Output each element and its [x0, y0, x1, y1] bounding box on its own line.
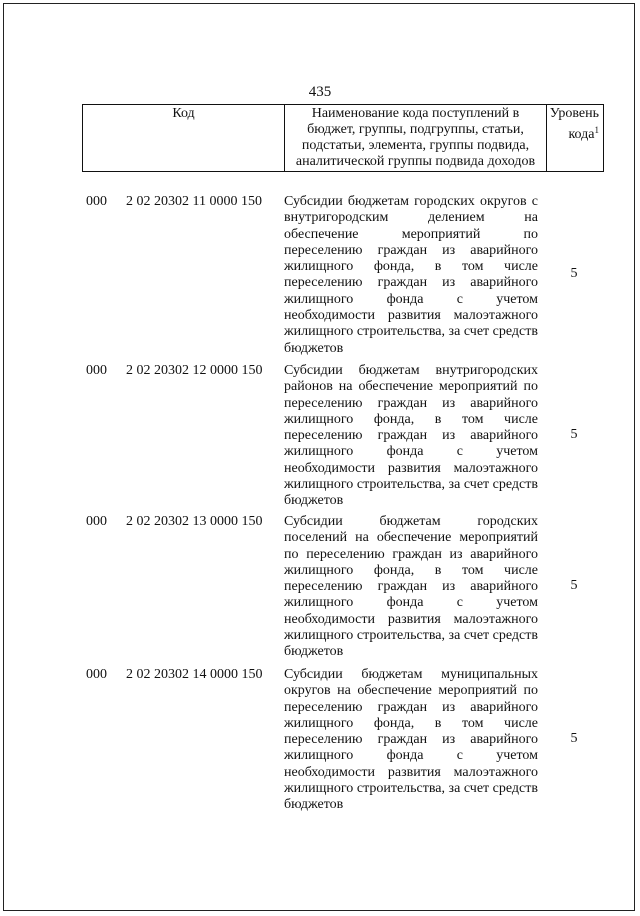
table-header	[82, 104, 604, 172]
income-code: 2 02 20302 12 0000 150	[126, 363, 263, 378]
page-number: 435	[308, 84, 332, 100]
header-level	[547, 105, 604, 172]
admin-code: 000	[86, 194, 107, 209]
income-code: 2 02 20302 13 0000 150	[126, 514, 263, 529]
header-code: Код	[83, 105, 285, 172]
income-code: 2 02 20302 14 0000 150	[126, 667, 263, 682]
admin-code: 000	[86, 514, 107, 529]
income-name: Субсидии бюджетам городских поселений на обеспечение мероприятий по переселению граждан из аварийного жилищного фонда, в том числе переселению граждан из аварийного жилищного фонда с учетом необходимости развития малоэтажного жилищного строительства, за счет средств бюджетов	[284, 514, 538, 660]
income-name: Субсидии бюджетам городских округов с внутригородским делением на обеспечение мероприятий по переселению граждан из аварийного жилищного фонда, в том числе переселению граждан из аварийного жилищного фонда с учетом необходимости развития малоэтажного жилищного строительства, за счет средств бюджетов	[284, 194, 538, 356]
header-level-label: Уровень кода	[549, 106, 599, 142]
code-level: 5	[570, 427, 578, 442]
header-name: Наименование кода поступлений в бюджет, группы, подгруппы, статьи, подстатьи, элемента, группы подвида, аналитической группы подвида доходов	[285, 105, 547, 172]
code-level: 5	[570, 578, 578, 593]
income-code: 2 02 20302 11 0000 150	[126, 194, 262, 209]
admin-code: 000	[86, 363, 107, 378]
income-name: Субсидии бюджетам муниципальных округов на обеспечение мероприятий по переселению граждан из аварийного жилищного фонда, в том числе переселению граждан из аварийного жилищного фонда с учетом необходимости развития малоэтажного жилищного строительства, за счет средств бюджетов	[284, 667, 538, 813]
code-level: 5	[570, 731, 578, 746]
income-name: Субсидии бюджетам внутригородских районов на обеспечение мероприятий по переселению граждан из аварийного жилищного фонда, в том числе переселению граждан из аварийного жилищного фонда с учетом необходимости развития малоэтажного жилищного строительства, за счет средств бюджетов	[284, 363, 538, 509]
header-level-footnote: 1	[594, 125, 599, 135]
code-level: 5	[570, 266, 578, 281]
admin-code: 000	[86, 667, 107, 682]
